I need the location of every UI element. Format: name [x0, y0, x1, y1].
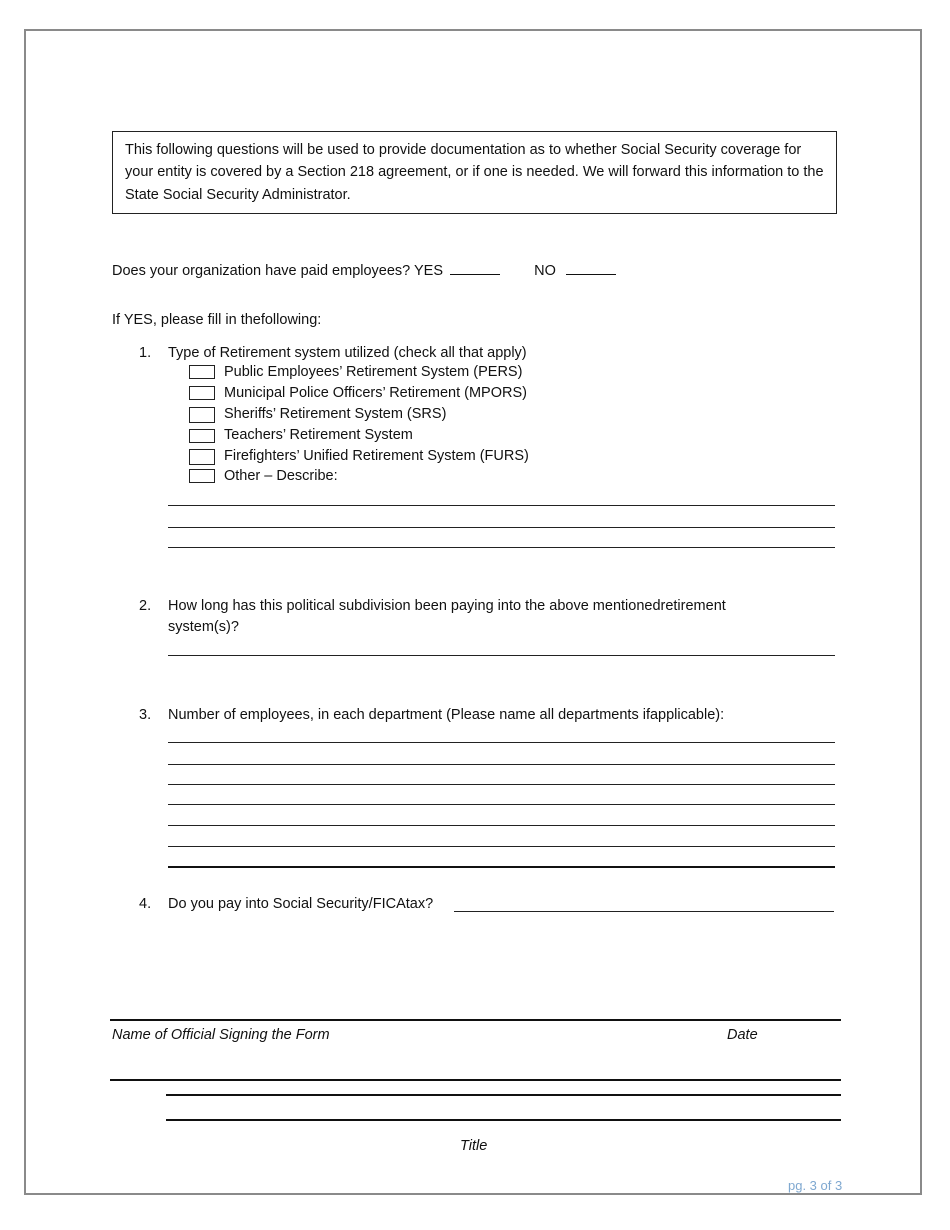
name-separator-line: [110, 1079, 841, 1081]
q3-text: Number of employees, in each department (Please name all departments ifapplicable):: [168, 707, 725, 723]
q3-answer-line-1[interactable]: [168, 742, 835, 743]
yes-answer-field[interactable]: [450, 258, 500, 275]
q2-number: 2.: [139, 598, 152, 614]
option-furs-label: Firefighters’ Unified Retirement System (FURS): [224, 448, 529, 464]
paid-employees-label: Does your organization have paid employees? YES: [112, 263, 444, 279]
checkbox-srs[interactable]: [189, 407, 215, 423]
q3-number: 3.: [139, 707, 152, 723]
q4-number: 4.: [139, 896, 152, 912]
q1-text: Type of Retirement system utilized (check all that apply): [168, 345, 527, 361]
no-answer-field[interactable]: [566, 258, 616, 275]
other-describe-line-2[interactable]: [168, 527, 835, 528]
option-mpors-label: Municipal Police Officers’ Retirement (MPORS): [224, 385, 527, 401]
date-label: Date: [727, 1027, 758, 1043]
q4-text: Do you pay into Social Security/FICAtax?: [168, 896, 434, 912]
checkbox-teachers[interactable]: [189, 429, 215, 443]
option-pers-label: Public Employees’ Retirement System (PERS): [224, 364, 523, 380]
checkbox-other[interactable]: [189, 469, 215, 483]
q2-text-line-2: system(s)?: [168, 619, 239, 635]
q1-number: 1.: [139, 345, 152, 361]
q3-answer-line-6[interactable]: [168, 846, 835, 847]
q3-answer-line-2[interactable]: [168, 764, 835, 765]
title-line-upper[interactable]: [166, 1094, 841, 1096]
q3-answer-line-4[interactable]: [168, 804, 835, 805]
option-teachers-label: Teachers’ Retirement System: [224, 427, 413, 443]
checkbox-mpors[interactable]: [189, 386, 215, 400]
intro-notice-box: This following questions will be used to provide documentation as to whether Social Security coverage for your entity is covered by a Section 218 agreement, or if one is needed. We will forward this information to the State Social Security Administrator.: [112, 131, 837, 214]
title-line[interactable]: [166, 1119, 841, 1121]
option-srs-label: Sheriffs’ Retirement System (SRS): [224, 406, 447, 422]
title-label: Title: [460, 1138, 488, 1154]
q3-answer-line-5[interactable]: [168, 825, 835, 826]
other-describe-line-1[interactable]: [168, 505, 835, 506]
other-describe-line-3[interactable]: [168, 547, 835, 548]
q2-text-line-1: How long has this political subdivision been paying into the above mentionedretirement: [168, 598, 726, 614]
no-label: NO: [534, 263, 556, 279]
q4-answer-line[interactable]: [454, 911, 834, 912]
q2-answer-line[interactable]: [168, 655, 835, 656]
if-yes-instruction: If YES, please fill in thefollowing:: [112, 312, 322, 328]
page-number: pg. 3 of 3: [788, 1178, 843, 1193]
signature-line[interactable]: [110, 1019, 841, 1021]
q3-answer-line-7[interactable]: [168, 866, 835, 868]
checkbox-pers[interactable]: [189, 365, 215, 379]
checkbox-furs[interactable]: [189, 449, 215, 465]
official-name-label: Name of Official Signing the Form: [112, 1027, 330, 1043]
option-other-label: Other – Describe:: [224, 468, 338, 484]
q3-answer-line-3[interactable]: [168, 784, 835, 785]
paid-employees-question: [112, 258, 616, 282]
